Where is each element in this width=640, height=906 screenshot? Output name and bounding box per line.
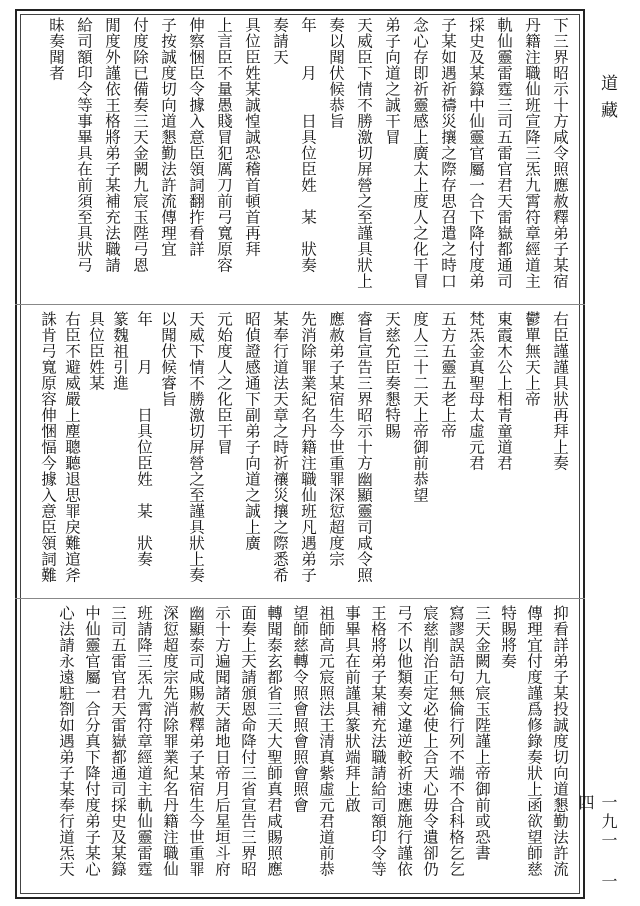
text-column: 梵炁金真聖母太虛元君 — [467, 311, 485, 471]
text-column: 採史及某籙中仙靈官屬一合下降付度弟 — [467, 17, 485, 289]
text-column: 王格將弟子某補充法職請給司額印令等 — [369, 605, 387, 877]
text-column: 篆魏祖引進 — [111, 311, 129, 391]
text-column: 下三界昭示十方咸令照應赦釋弟子某宿 — [551, 17, 569, 289]
text-column: 先消除罪業紀名丹籍注職仙班凡遇弟子 — [299, 311, 317, 583]
text-column: 子某如遇祈禱災攘之際存思召遣之時口 — [439, 17, 457, 289]
text-column: 天威下情不勝激切屏營之至謹具狀上奏 — [187, 311, 205, 583]
text-column: 鬱單無天上帝 — [523, 311, 541, 407]
text-column: 度人三十二天上帝御前恭望 — [411, 311, 429, 503]
text-column: 示十方遍聞諸天諸地日帝月后星垣斗府 — [213, 605, 231, 877]
text-column: 望師慈轉令照會照會照會照會 — [291, 605, 309, 813]
text-register-middle — [15, 304, 585, 595]
text-column: 給司額印令等事畢具在前須至具狀弓 — [75, 17, 93, 273]
text-column: 弓不以他類奏文違逆較祈速應施行謹依 — [395, 605, 413, 877]
text-register-top — [15, 11, 585, 302]
text-column: 伸察悃臣令據入意臣領詞翻拃看詳 — [187, 17, 205, 257]
text-column: 三天金闕九宸玉陛謹上帝御前或恐書 — [473, 605, 491, 861]
text-column: 東霞木公上相青童道君 — [495, 311, 513, 471]
text-column: 心法請永遠駐劄如遇弟子某奉行道炁天 — [57, 605, 75, 877]
text-column: 丹籍注職仙班宣降三炁九霄符章經道主 — [523, 17, 541, 289]
text-column: 奏以聞伏候恭旨 — [327, 17, 345, 129]
text-column: 某奉行道法天章之時祈禳災攘之際悉希 — [271, 311, 289, 583]
text-column: 應赦弟子某宿生今世重罪深愆超度宗 — [327, 311, 345, 567]
text-column: 子按誠度切向道懇勤法許流傳理宜 — [159, 17, 177, 257]
text-column: 年 月 日具位臣姓 某 狀奏 — [135, 311, 153, 567]
text-column: 祖師高元宸照法王清真紫虛元君道前恭 — [317, 605, 335, 877]
page-number: 一九一 一四 — [576, 794, 618, 892]
text-column: 昭偵證感通下副弟子向道之誠上廣 — [243, 311, 261, 551]
text-column: 睿旨宣告三界昭示十方幽顯靈司咸令照 — [355, 311, 373, 583]
text-column: 幽顯泰司咸賜赦釋弟子某宿生今世重罪 — [187, 605, 205, 877]
text-column: 具位臣姓某誠惶誠恐稽首頓首再拜 — [243, 17, 261, 257]
text-column: 右臣謹謹具狀再拜上奏 — [551, 311, 569, 471]
text-column: 具位臣姓某 — [87, 311, 105, 391]
text-column: 軌仙靈雷霆三司五雷官君天雷嶽都通司 — [495, 17, 513, 289]
text-column: 奏請天 — [271, 17, 289, 65]
text-column: 昧奏聞者 — [47, 17, 65, 81]
text-column: 誅肯弓寬原容伸悃愊今據入意臣領詞難 — [39, 311, 57, 583]
text-column: 特賜將奏 — [499, 605, 517, 669]
text-column: 宸慈削治正定必使上合天心毋令遺卻仍 — [421, 605, 439, 877]
text-column: 天威臣下情不勝激切屏營之至謹具狀上 — [355, 17, 373, 289]
text-column: 事畢具在前謹具篆狀端拜上啟 — [343, 605, 361, 813]
text-column: 三司五雷官君天雷嶽都通司採史及某籙 — [109, 605, 127, 877]
text-column: 傳理宜付度謹爲修錄奏狀上函欲望師慈 — [525, 605, 543, 877]
text-column: 抑看詳弟子某投誠度切向道懇勤法許流 — [551, 605, 569, 877]
text-column: 深愆超度宗先消除罪業紀名丹籍注職仙 — [161, 605, 179, 877]
text-register-bottom — [15, 598, 585, 889]
text-column: 弟子向道之誠干冒 — [383, 17, 401, 145]
text-column: 閒度外謹依王格將弟子某補充法職請 — [103, 17, 121, 273]
text-column: 年 月 日具位臣姓 某 狀奏 — [299, 17, 317, 273]
text-column: 右臣不避威嚴上塵聰聽退思罪戾難逭斧 — [63, 311, 81, 583]
text-column: 以聞伏候睿旨 — [159, 311, 177, 407]
text-column: 中仙靈官屬一合分真下降付度弟子某心 — [83, 605, 101, 877]
text-column: 轉聞泰玄都省三天大聖師真君咸賜照應 — [265, 605, 283, 877]
text-column: 付度除已備奏三天金闕九宸玉陛弓恩 — [131, 17, 149, 273]
text-column: 念心存即祈靈感上廣太上度人之化干冒 — [411, 17, 429, 289]
text-column: 元始度人之化臣干冒 — [215, 311, 233, 455]
text-column: 班請降三炁九霄符章經道主軌仙靈雷霆 — [135, 605, 153, 877]
text-column: 天慈允臣奏懇特賜 — [383, 311, 401, 439]
text-column: 五方五靈五老上帝 — [439, 311, 457, 439]
text-column: 面奏上天請頒恩命降付三省宣告三界昭 — [239, 605, 257, 877]
text-column: 寫謬誤語句無倫行列不端不合科格乞乞 — [447, 605, 465, 877]
collection-title: 道藏 — [597, 74, 617, 128]
text-column: 上言臣不量愚賤冒犯厲刀前弓寬原容 — [215, 17, 233, 273]
